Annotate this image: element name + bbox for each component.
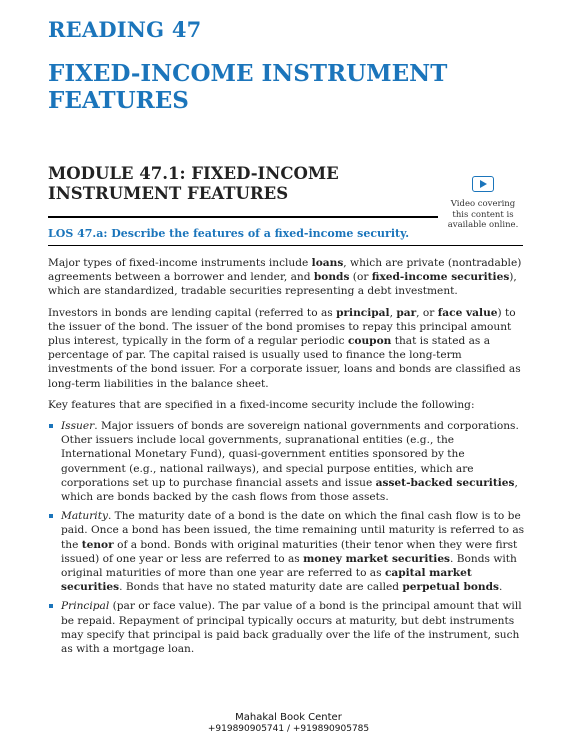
bold-term: asset-backed securities [375,476,515,489]
bold-term: bonds [313,271,350,284]
text-run: , or [416,306,438,319]
paragraph-1 [48,256,526,299]
video-note: Video covering this content is available online. [447,199,519,230]
italic-term: Maturity [61,510,108,523]
bullet-icon [49,604,53,608]
los-statement: LOS 47.a: Describe the features of a fixed-income security. [48,227,410,240]
bold-term: capital market securities [61,567,472,594]
bullet-icon [49,424,53,428]
module-divider [48,216,438,218]
italic-term: Issuer [61,420,95,433]
text-run: . Major issuers of bonds are sovereign national governments and corporations. Other issuers include local governments, supranational entities (e.g., the International Monetary Fund), quasi-government entities sponsored by the government (e.g., national railways), and special purpose entities, which are corporations set up to purchase financial assets and issue [61,420,519,489]
text-run: Key features that are specified in a fixed-income security include the following: [48,398,475,411]
text-run: . [499,581,503,594]
bold-term: fixed-income securities [371,271,510,284]
text-run: (or [349,271,372,284]
bold-term: loans [311,257,344,269]
play-video-icon[interactable] [472,176,494,192]
paragraph-3 [48,398,526,412]
body-text [48,256,526,661]
reading-number: READING 47 [48,17,202,42]
list-item-principal [48,599,526,656]
text-run: of a bond. Bonds with original maturities (their tenor when they were first issued) of one year or less are referred to as [61,538,518,565]
text-run: . Bonds with original maturities of more than one year are referred to as [61,552,517,580]
features-list [48,419,526,656]
list-item-maturity [48,509,526,594]
bullet-icon [49,514,53,518]
bold-term: money market securities [303,552,451,565]
text-run: , [389,306,397,319]
text-run: ), which are standardized, tradable securities representing a debt investment. [48,271,517,298]
bold-term: perpetual bonds [402,581,499,594]
text-run: that is stated as a percentage of par. The capital raised is usually used to finance the long-term investments of the bond issuer. For a corporate issuer, loans and bonds are classified as long-term liabilities in the balance sheet. [48,335,521,390]
text-run: , which are bonds backed by the cash flows from those assets. [61,476,518,504]
footer-phone: +919890905741 / +919890905785 [207,724,370,734]
text-run: Major types of fixed-income instruments include [48,257,312,269]
paragraph-2 [48,306,526,391]
video-box[interactable] [444,176,522,231]
reading-title: FIXED-INCOME INSTRUMENT FEATURES [48,60,448,114]
text-run: . Bonds that have no stated maturity date are called [119,581,403,594]
bold-term: principal [336,306,390,319]
text-run: . The maturity date of a bond is the date on which the final cash flow is to be paid. Once a bond has been issued, the time remaining until maturity is referred to as the [61,510,525,551]
bold-term: coupon [347,335,392,348]
list-item-issuer [48,419,526,504]
bold-term: tenor [81,538,114,551]
los-divider [48,245,523,246]
module-title: MODULE 47.1: FIXED-INCOME INSTRUMENT FEATURES [48,164,339,203]
text-run: (par or face value). The par value of a bond is the principal amount that will be repaid. Repayment of principal typically occurs at maturity, but debt instruments may specify that principal is paid back gradually over the life of the instrument, such as with a mortgage loan. [61,600,522,656]
text-run: ) to the issuer of the bond. The issuer of the bond promises to repay this principal amount plus interest, typically in the form of a regular periodic [48,306,516,348]
footer-publisher: Mahakal Book Center [235,712,342,723]
text-run: , which are private (nontradable) agreements between a borrower and lender, and [48,257,522,284]
bold-term: face value [437,306,498,319]
italic-term: Principal [61,600,110,613]
text-run: Investors in bonds are lending capital (referred to as [48,306,337,319]
bold-term: par [396,306,417,319]
